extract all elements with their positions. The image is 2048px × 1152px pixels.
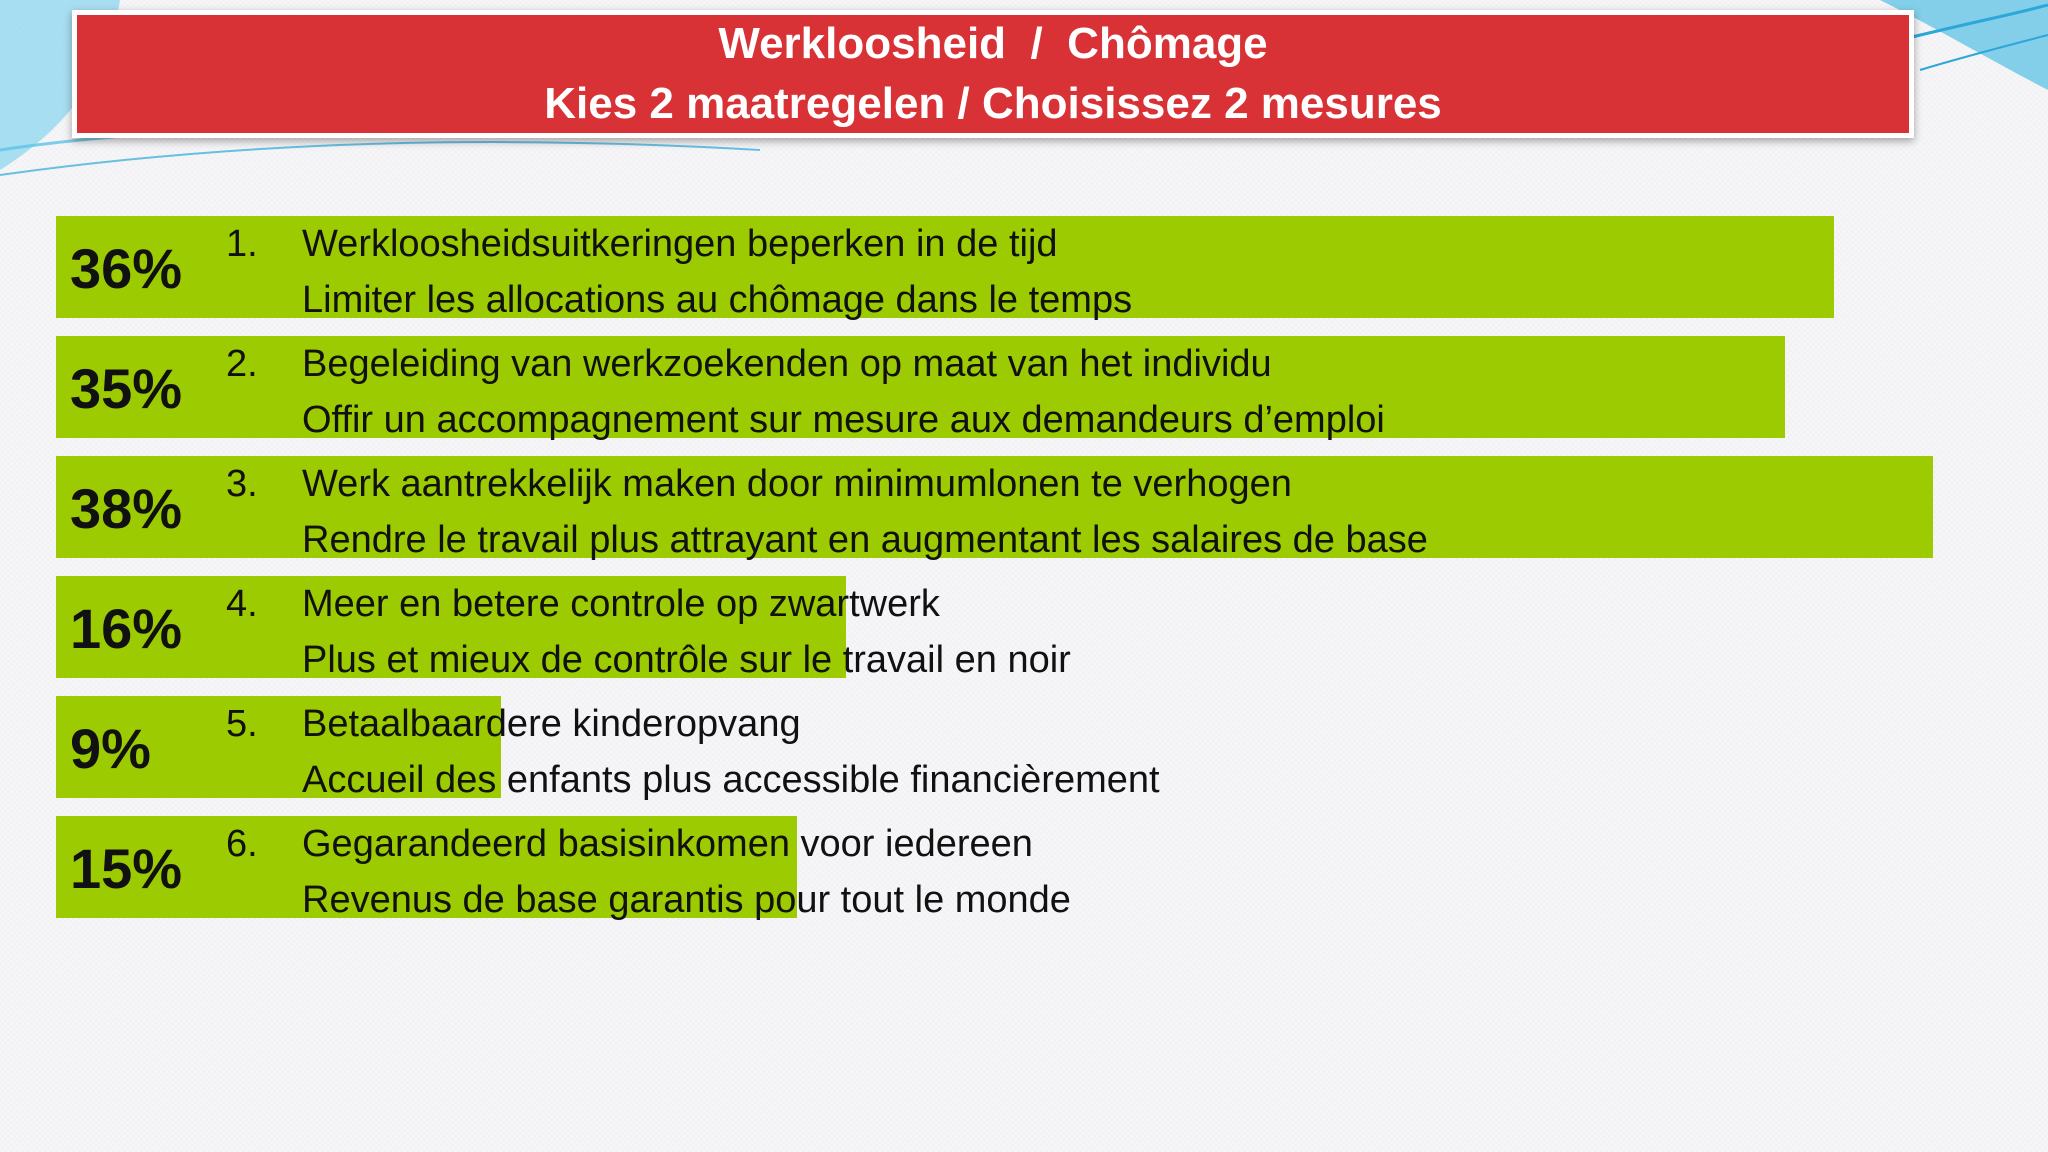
- chart-title: Werkloosheid / Chômage: [718, 19, 1268, 68]
- item-number-2: 2.: [226, 343, 258, 385]
- value-label-5: 9%: [70, 717, 151, 780]
- value-label-6: 15%: [70, 837, 183, 900]
- category-label-5: [302, 696, 1160, 808]
- chart-row-3: [56, 456, 2036, 576]
- category-label-nl: Werk aantrekkelijk maken door minimumlonen te verhogen: [302, 463, 1292, 505]
- chart-subtitle: Kies 2 maatregelen / Choisissez 2 mesures: [544, 79, 1442, 128]
- item-number-6: 6.: [226, 823, 258, 865]
- value-label-4: 16%: [70, 597, 183, 660]
- category-label-4: [302, 576, 1071, 688]
- chart-row-6: [56, 816, 2036, 936]
- category-label-nl: Betaalbaardere kinderopvang: [302, 703, 801, 745]
- value-label-2: 35%: [70, 357, 183, 420]
- category-label-6: [302, 816, 1071, 928]
- value-label-1: 36%: [70, 237, 183, 300]
- title-banner: [72, 10, 1914, 138]
- category-label-fr: Plus et mieux de contrôle sur le travail en noir: [302, 639, 1071, 681]
- item-number-4: 4.: [226, 583, 258, 625]
- chart-row-5: [56, 696, 2036, 816]
- item-number-5: 5.: [226, 703, 258, 745]
- item-number-3: 3.: [226, 463, 258, 505]
- chart-row-4: [56, 576, 2036, 696]
- chart-row-2: [56, 336, 2036, 456]
- category-label-3: [302, 456, 1428, 568]
- category-label-2: [302, 336, 1385, 448]
- chart-row-1: [56, 216, 2036, 336]
- category-label-fr: Rendre le travail plus attrayant en augmentant les salaires de base: [302, 519, 1428, 561]
- category-label-nl: Gegarandeerd basisinkomen voor iedereen: [302, 823, 1033, 865]
- category-label-fr: Limiter les allocations au chômage dans le temps: [302, 279, 1133, 321]
- category-label-fr: Offir un accompagnement sur mesure aux demandeurs d’emploi: [302, 399, 1385, 441]
- item-number-1: 1.: [226, 223, 258, 265]
- category-label-nl: Werkloosheidsuitkeringen beperken in de tijd: [302, 223, 1058, 265]
- category-label-nl: Meer en betere controle op zwartwerk: [302, 583, 940, 625]
- category-label-nl: Begeleiding van werkzoekenden op maat van het individu: [302, 343, 1272, 385]
- category-label-fr: Revenus de base garantis pour tout le monde: [302, 879, 1071, 921]
- category-label-fr: Accueil des enfants plus accessible financièrement: [302, 759, 1160, 801]
- category-label-1: [302, 216, 1132, 328]
- value-label-3: 38%: [70, 477, 183, 540]
